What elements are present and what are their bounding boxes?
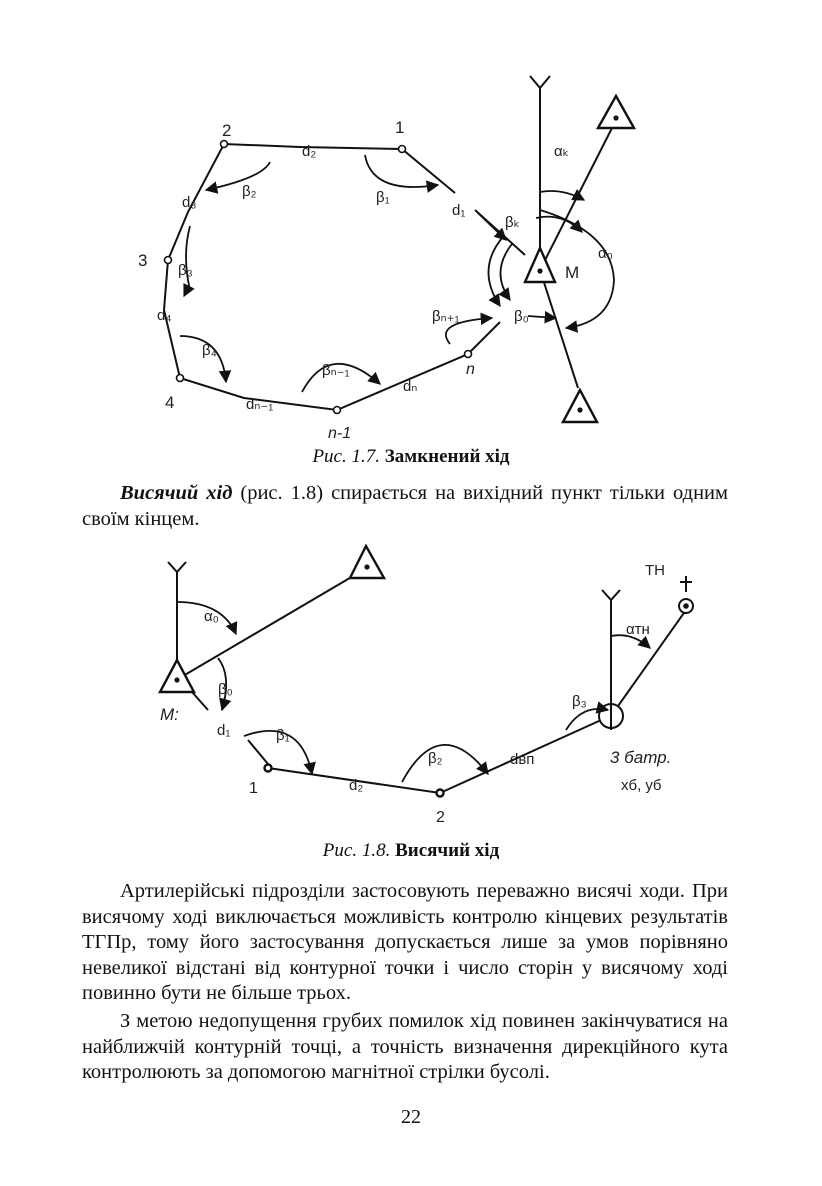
label-point-2: 2	[436, 809, 445, 826]
label-beta-1: β₁	[276, 727, 290, 744]
label-point-3: 3	[138, 251, 148, 270]
paragraph-hanging-traverse	[82, 481, 728, 532]
traverse-hanging	[192, 692, 208, 710]
arc-beta-3	[184, 226, 190, 296]
arc-big-left2	[500, 244, 512, 300]
figure1-caption	[0, 446, 822, 468]
label-th: ТН	[645, 562, 665, 579]
label-point-n-1: n-1	[328, 425, 352, 442]
figure1-caption-label: Рис. 1.7.	[312, 446, 380, 467]
figure2-caption-label: Рис. 1.8.	[322, 840, 391, 861]
figure-closed-traverse	[0, 0, 822, 445]
label-alpha-0: α₀	[204, 608, 219, 625]
label-d2: d₂	[302, 143, 317, 160]
label-beta-3: β₃	[572, 693, 587, 710]
triangle-target-k	[598, 96, 634, 128]
triangle-target	[350, 546, 384, 578]
label-d1: d₁	[452, 202, 466, 219]
label-beta-0: β₀	[218, 681, 233, 698]
label-d3: d₃	[182, 194, 197, 211]
point-4	[177, 375, 184, 382]
north-arrow-m	[168, 562, 186, 572]
figure1-caption-title: Замкнений хід	[384, 446, 510, 467]
point-1	[399, 146, 406, 153]
label-alpha-k: αₖ	[554, 143, 570, 160]
term-hanging-traverse: Висячий хід	[120, 482, 233, 504]
label-beta-k: βₖ	[505, 214, 521, 231]
label-alpha-th: αтн	[626, 621, 650, 638]
side-d1	[248, 740, 268, 764]
label-coords: xб, yб	[621, 777, 662, 794]
point-n-1	[334, 407, 341, 414]
label-d-vp: dвп	[510, 751, 535, 768]
label-d1: d₁	[217, 722, 231, 739]
north-arrow-battery	[602, 590, 620, 600]
paragraph-gross-errors: З метою недопущення грубих помилок хід повинен закінчуватися на найближчій контурній точці, а точність визначення дирекційного кута контролюють за допомогою магнітної стрілки бусолі.	[82, 1010, 728, 1083]
triangle-m	[525, 248, 555, 282]
point-1	[265, 765, 272, 772]
label-m: M	[565, 263, 580, 282]
point-2	[437, 790, 444, 797]
label-point-1: 1	[395, 118, 405, 137]
label-beta-n-plus-1: βₙ₊₁	[432, 308, 460, 325]
label-beta-2: β₂	[428, 750, 443, 767]
label-beta-4: β₄	[202, 342, 217, 359]
label-beta-0: β₀	[514, 308, 529, 325]
point-2	[221, 141, 228, 148]
north-arrow-m	[530, 76, 550, 88]
label-point-n: n	[466, 361, 475, 378]
label-point-4: 4	[165, 393, 175, 412]
triangle-m	[160, 660, 194, 692]
arc-d1	[478, 213, 506, 240]
figure2-caption-title: Висячий хід	[395, 840, 500, 861]
label-m: M:	[160, 705, 179, 724]
triangle-target-0	[563, 390, 597, 422]
point-3	[165, 257, 172, 264]
paragraph1-text: (рис. 1.8) спирається на вихідний пункт тільки одним своїм кінцем.	[82, 482, 729, 530]
page-number: 22	[401, 1106, 421, 1128]
label-beta-1: β₁	[376, 189, 390, 206]
label-beta-2: β₂	[242, 183, 257, 200]
label-point-2: 2	[222, 121, 232, 140]
line-to-target-0	[540, 270, 578, 388]
figure2-caption	[0, 840, 822, 862]
label-d2: d₂	[349, 777, 364, 794]
label-dn-1: dₙ₋₁	[246, 396, 274, 413]
label-point-1: 1	[249, 780, 258, 797]
point-n	[465, 351, 472, 358]
figure-hanging-traverse	[0, 540, 822, 830]
label-beta-n-1: βₙ₋₁	[322, 362, 350, 379]
paragraph-artillery: Артилерійські підрозділи застосовують переважно висячі ходи. При висячому ході виключається можливість контролю кінцевих результатів ТГПр, тому його застосування допускається лише за умов порівняно невеликої відстані від контурної точки і число сторін у висячому ході повинно бути не більше трьох.	[82, 880, 728, 1004]
arc-beta-0	[528, 316, 556, 318]
label-dn: dₙ	[403, 378, 418, 395]
label-battery: 3 батр.	[610, 748, 672, 767]
label-beta-3: β₃	[178, 262, 193, 279]
arc-beta-2	[206, 162, 270, 190]
label-d4: d₄	[157, 307, 172, 324]
label-alpha-0: α₀	[598, 245, 613, 262]
